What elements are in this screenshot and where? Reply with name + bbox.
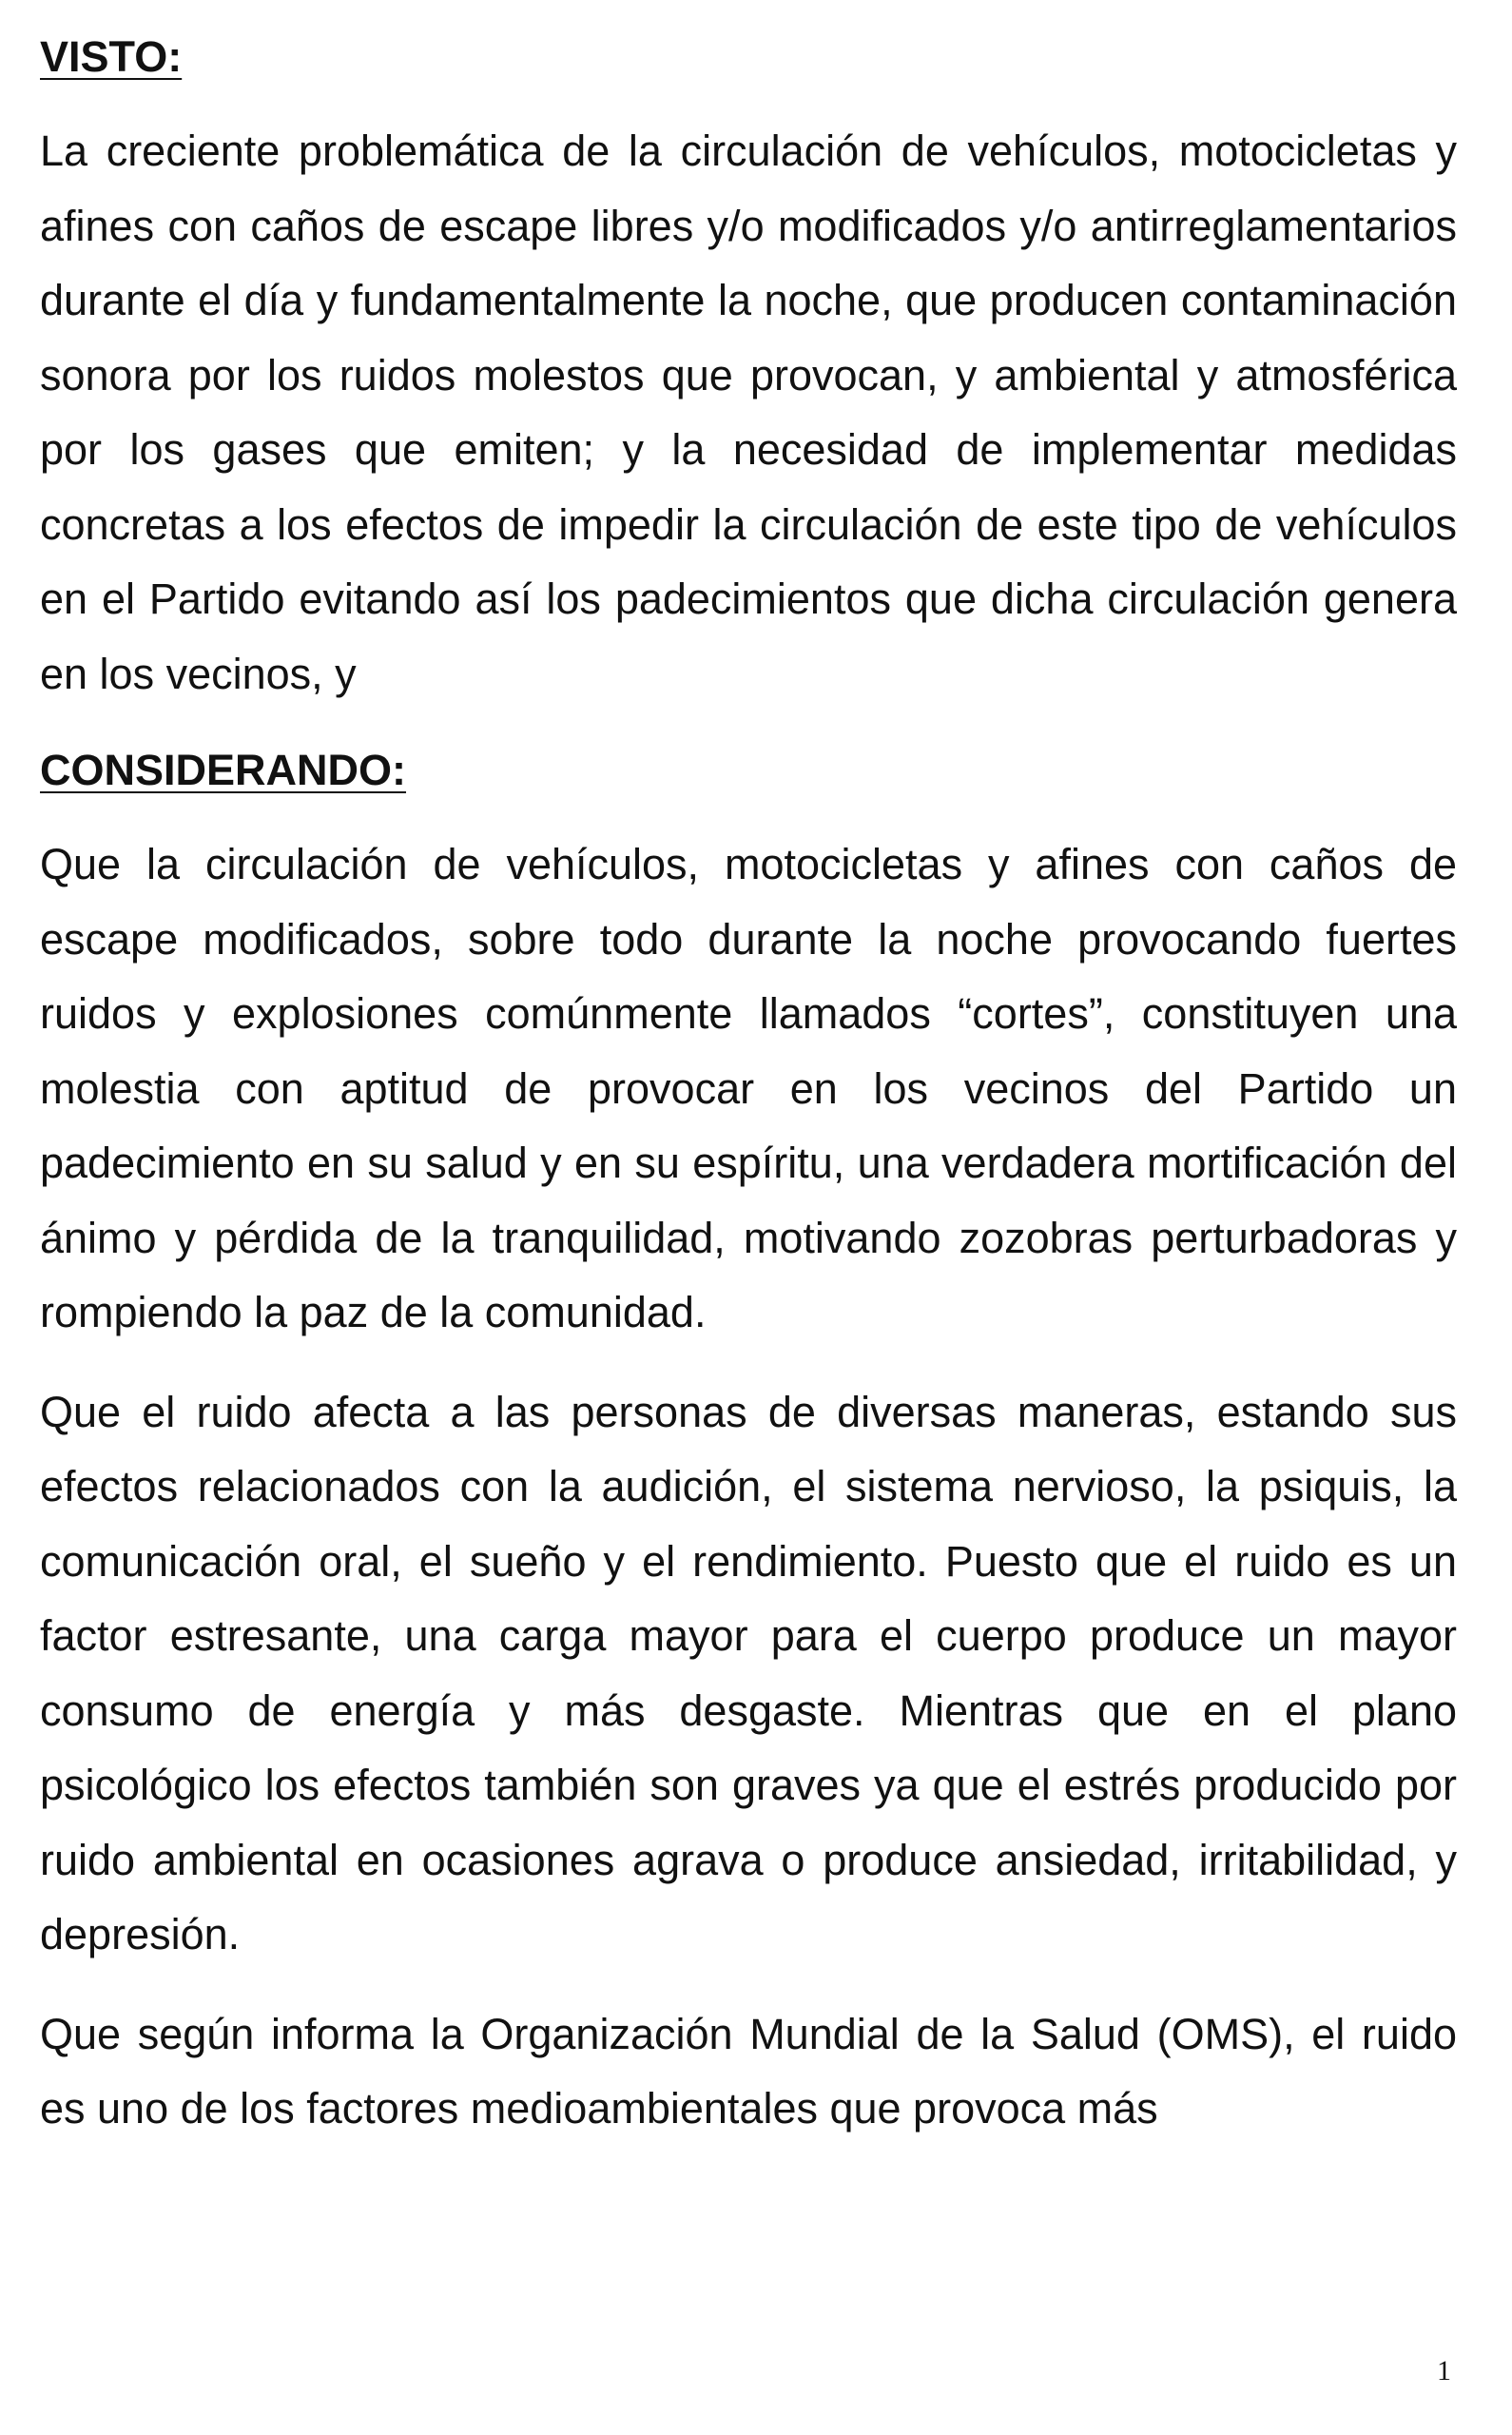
page-number: 1 bbox=[1437, 2355, 1451, 2386]
considerando-paragraph-3: Que según informa la Organización Mundial de la Salud (OMS), el ruido es uno de los factores medioambientales que provoca más bbox=[40, 2009, 1457, 2133]
document-page bbox=[40, 19, 1457, 2147]
visto-heading: VISTO: bbox=[40, 32, 183, 81]
considerando-paragraph-2: Que el ruido afecta a las personas de diversas maneras, estando sus efectos relacionados con la audición, el sistema nervioso, la psiquis, la comunicación oral, el sueño y el rendimiento. Puesto que el ruido es un factor estresante, una carga mayor para el cuerpo produce un mayor consumo de energía y más desgaste. Mientras que en el plano psicológico los efectos también son graves ya que el estrés producido por ruido ambiental en ocasiones agrava o produce ansiedad, irritabilidad, y depresión. bbox=[40, 1387, 1457, 1958]
considerando-paragraph-1: Que la circulación de vehículos, motocicletas y afines con caños de escape modificados, sobre todo durante la noche provocando fuertes ruidos y explosiones comúnmente llamados “cortes”, constituyen una molestia con aptitud de provocar en los vecinos del Partido un padecimiento en su salud y en su espíritu, una verdadera mortificación del ánimo y pérdida de la tranquilidad, motivando zozobras perturbadoras y rompiendo la paz de la comunidad. bbox=[40, 840, 1457, 1336]
considerando-heading: CONSIDERANDO: bbox=[40, 746, 407, 794]
visto-paragraph: La creciente problemática de la circulación de vehículos, motocicletas y afines con caños de escape libres y/o modificados y/o antirreglamentarios durante el día y fundamentalmente la noche, que producen contaminación sonora por los ruidos molestos que provocan, y ambiental y atmosférica por los gases que emiten; y la necesidad de implementar medidas concretas a los efectos de impedir la circulación de este tipo de vehículos en el Partido evitando así los padecimientos que dicha circulación genera en los vecinos, y bbox=[40, 127, 1457, 698]
